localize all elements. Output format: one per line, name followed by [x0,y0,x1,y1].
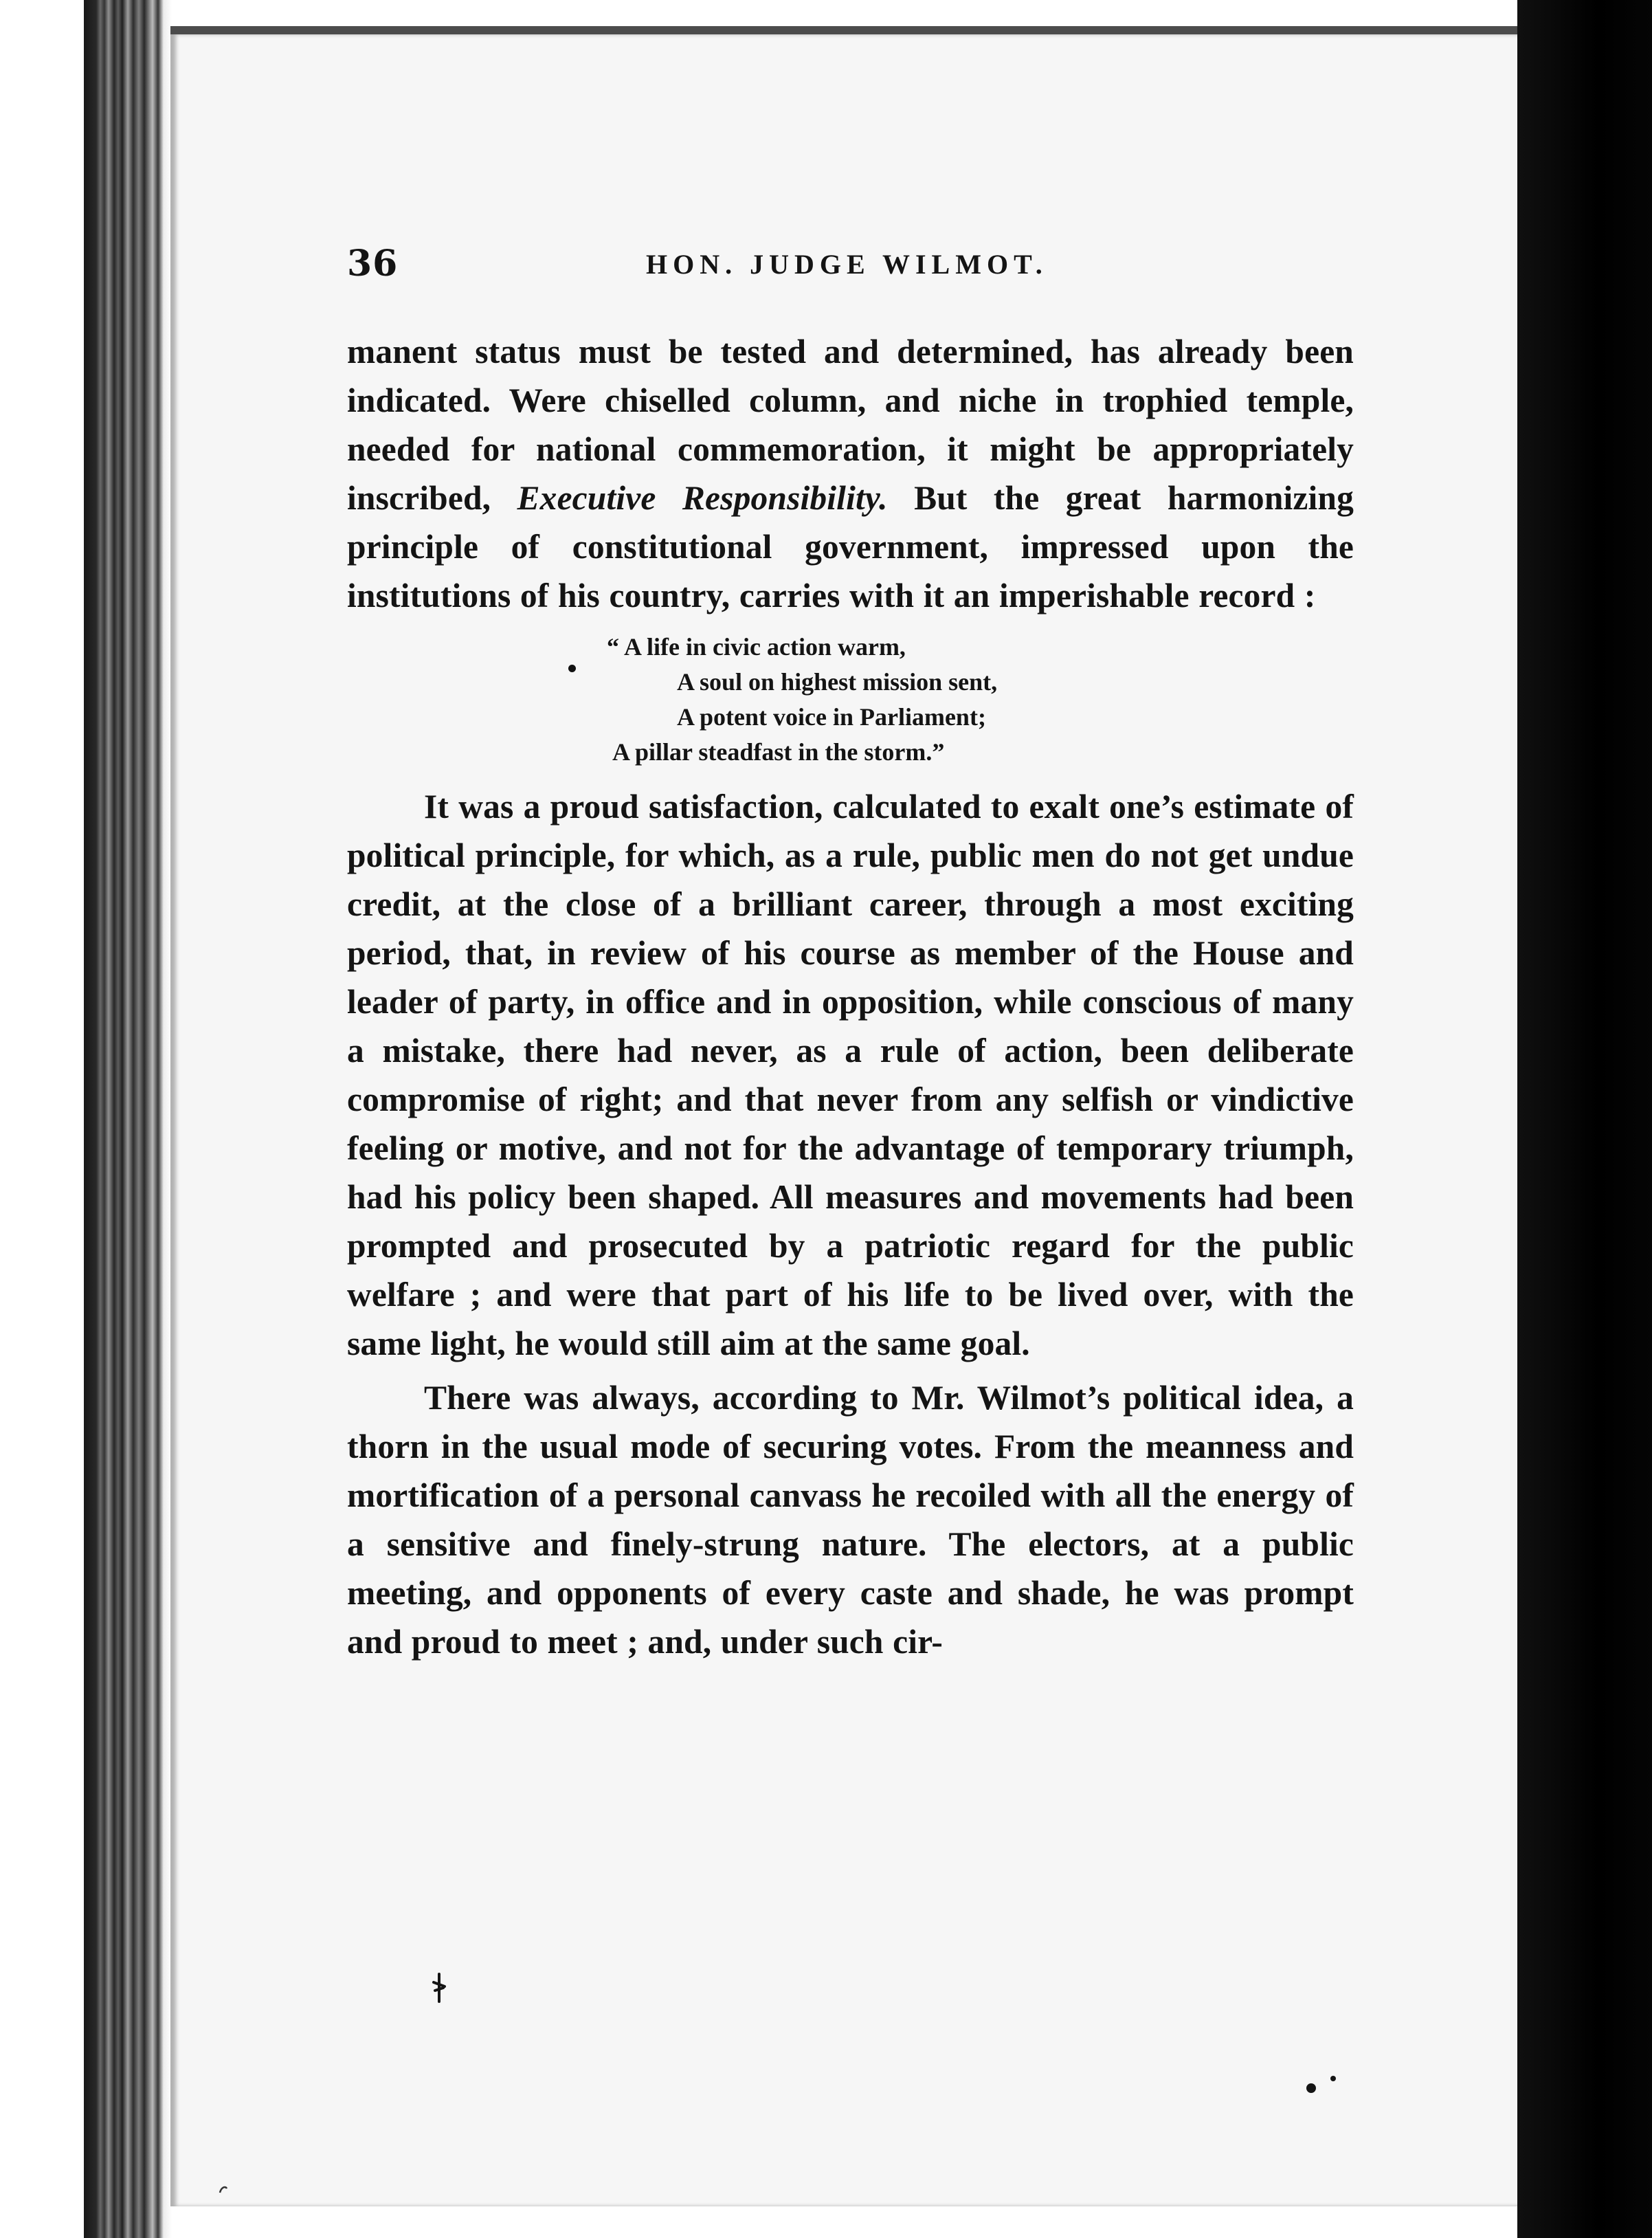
paragraph-2: It was a proud satisfaction, calculated to exalt one’s estimate of political principle, for which, as a rule, public men do not get undue credit, at the close of a brilliant career, through a most exciting period, that, in review of his course as member of the House and leader of party, in office and in opposition, while conscious of many a mistake, there had never, as a rule of action, been deliberate compromise of right; and that never from any selfish or vindictive feeling or motive, and not for the advantage of temporary triumph, had his policy been shaped. All measures and movements had been prompted and prosecuted by a patriotic regard for the public welfare ; and were that part of his life to be lived over, with the same light, he would still aim at the same goal. [347,788,1354,1362]
speck-mark [217,2183,230,2195]
verse-line-2: A soul on highest mission sent, [677,668,998,696]
running-title: HON. JUDGE WILMOT. [646,249,1048,280]
paragraph-3: There was always, according to Mr. Wilmot’s political idea, a thorn in the usual mode of securing votes. From the meanness and mortification of a personal canvass he recoiled with all the energy of a sensitive and finely-strung nature. The electors, at a public meeting, and opponents of every caste and shade, he was prompt and proud to meet ; and, under such cir- [347,1379,1354,1661]
paragraph-1-rest: But the great harmonizing principle of constitutional government, impressed upon the institutions of his country, carries with it an imperishable record : [347,479,1354,614]
verse-line-1: “ A life in civic action warm, [607,633,906,661]
paragraph-1 [347,327,1354,620]
ink-mark [432,1973,447,2003]
body-text [347,327,1354,1666]
ink-dots [1304,2073,1340,2095]
verse-line-4: A pillar steadfast in the storm.” [612,738,945,766]
page-number: 36 [347,243,399,285]
page-header [347,243,1354,298]
paragraph-1-italic-phrase: Executive Responsibility. [517,479,888,517]
verse-line-3: A potent voice in Parliament; [677,703,986,731]
paragraph-1-lead: manent status must be tested and determined, has already been indicated. Were chiselled column, and niche in trophied temple, needed for national commemoration, it might be appropriately inscribed, [347,333,1354,517]
verse-quotation [347,630,1354,774]
facing-page-shadow [1517,0,1652,2238]
ink-dot [568,665,576,672]
book-page-edges [84,0,172,2238]
